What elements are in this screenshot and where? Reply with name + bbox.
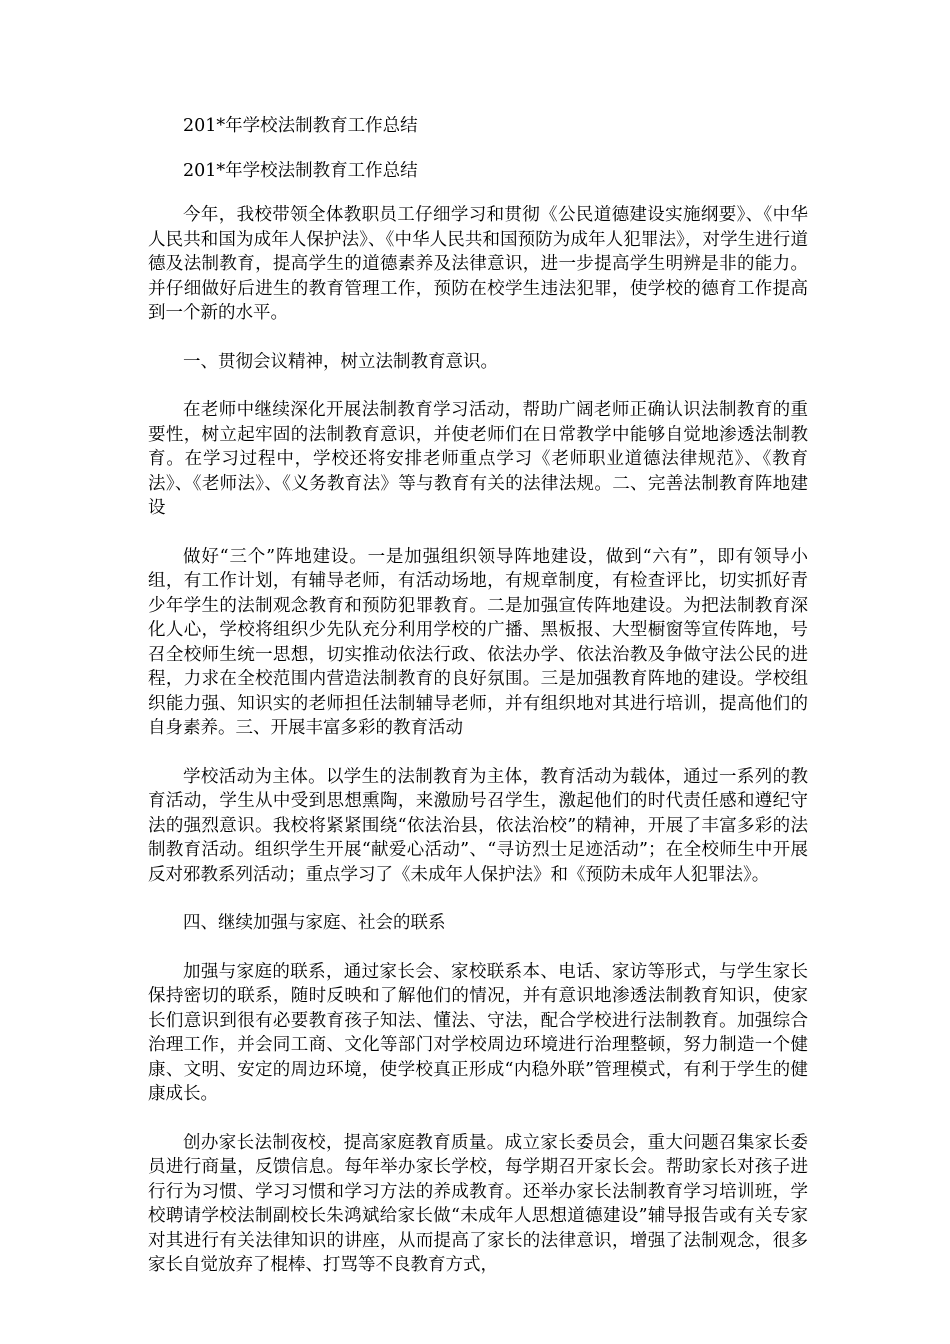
heading-section-1: 一、贯彻会议精神，树立法制教育意识。: [183, 351, 498, 372]
paragraph-section-2: 做好“三个”阵地建设。一是加强组织领导阵地建设，做到“六有”，即有领导小组，有工作计划，有辅导老师，有活动场地，有规章制度，有检查评比，切实抓好青少年学生的法制观念教育和预防犯罪教育。二是加强宣传阵地建设。为把法制教育深化人心，学校将组织少先队充分利用学校的广播、黑板报、大型橱窗等宣传阵地，号召全校师生统一思想，切实推动依法行政、依法办学、依法治教及争做守法公民的进程，力求在全校范围内营造法制教育的良好氛围。三是加强教育阵地的建设。学校组织能力强、知识实的老师担任法制辅导老师，并有组织地对其进行培训，提高他们的自身素养。三、开展丰富多彩的教育活动: [148, 546, 808, 738]
paragraph-intro: 今年，我校带领全体教职员工仔细学习和贯彻《公民道德建设实施纲要》、《中华人民共和国为成年人保护法》、《中华人民共和国预防为成年人犯罪法》，对学生进行道德及法制教育，提高学生的道德素养及法律意识，进一步提高学生明辨是非的能力。并仔细做好后进生的教育管理工作，预防在校学生违法犯罪，使学校的德育工作提高到一个新的水平。: [148, 205, 808, 323]
paragraph-section-3: 学校活动为主体。以学生的法制教育为主体，教育活动为载体，通过一系列的教育活动，学生从中受到思想熏陶，来激励号召学生，激起他们的时代责任感和遵纪守法的强烈意识。我校将紧紧围绕“依法治县，依法治校”的精神，开展了丰富多彩的法制教育活动。组织学生开展“献爱心活动”、“寻访烈士足迹活动”；在全校师生中开展反对邪教系列活动；重点学习了《未成年人保护法》和《预防未成年人犯罪法》。: [148, 766, 808, 885]
document-subtitle: 201*年学校法制教育工作总结: [183, 160, 418, 181]
document-title: 201*年学校法制教育工作总结: [183, 116, 418, 136]
paragraph-section-1: 在老师中继续深化开展法制教育学习活动，帮助广阔老师正确认识法制教育的重要性，树立起牢固的法制教育意识，并使老师们在日常教学中能够自觉地渗透法制教育。在学习过程中，学校还将安排老师重点学习《老师职业道德法律规范》、《教育法》、《老师法》、《义务教育法》等与教育有关的法律法规。二、完善法制教育阵地建设: [148, 400, 808, 518]
paragraph-section-4-school: 创办家长法制夜校，提高家庭教育质量。成立家长委员会，重大问题召集家长委员进行商量，反馈信息。每年举办家长学校，每学期召开家长会。帮助家长对孩子进行行为习惯、学习习惯和学习方法的养成教育。还举办家长法制教育学习培训班，学校聘请学校法制副校长朱鸿斌给家长做“未成年人思想道德建设”辅导报告或有关专家对其进行有关法律知识的讲座，从而提高了家长的法律意识，增强了法制观念，很多家长自觉放弃了棍棒、打骂等不良教育方式，: [148, 1132, 808, 1275]
heading-section-4: 四、继续加强与家庭、社会的联系: [183, 913, 446, 933]
document-page: [148, 114, 808, 1302]
paragraph-section-4-family: 加强与家庭的联系，通过家长会、家校联系本、电话、家访等形式，与学生家长保持密切的联系，随时反映和了解他们的情况，并有意识地渗透法制教育知识，使家长们意识到很有必要教育孩子知法、懂法、守法，配合学校进行法制教育。加强综合治理工作，并会同工商、文化等部门对学校周边环境进行治理整顿，努力制造一个健康、文明、安定的周边环境，使学校真正形成“内稳外联”管理模式，有利于学生的健康成长。: [148, 961, 808, 1104]
